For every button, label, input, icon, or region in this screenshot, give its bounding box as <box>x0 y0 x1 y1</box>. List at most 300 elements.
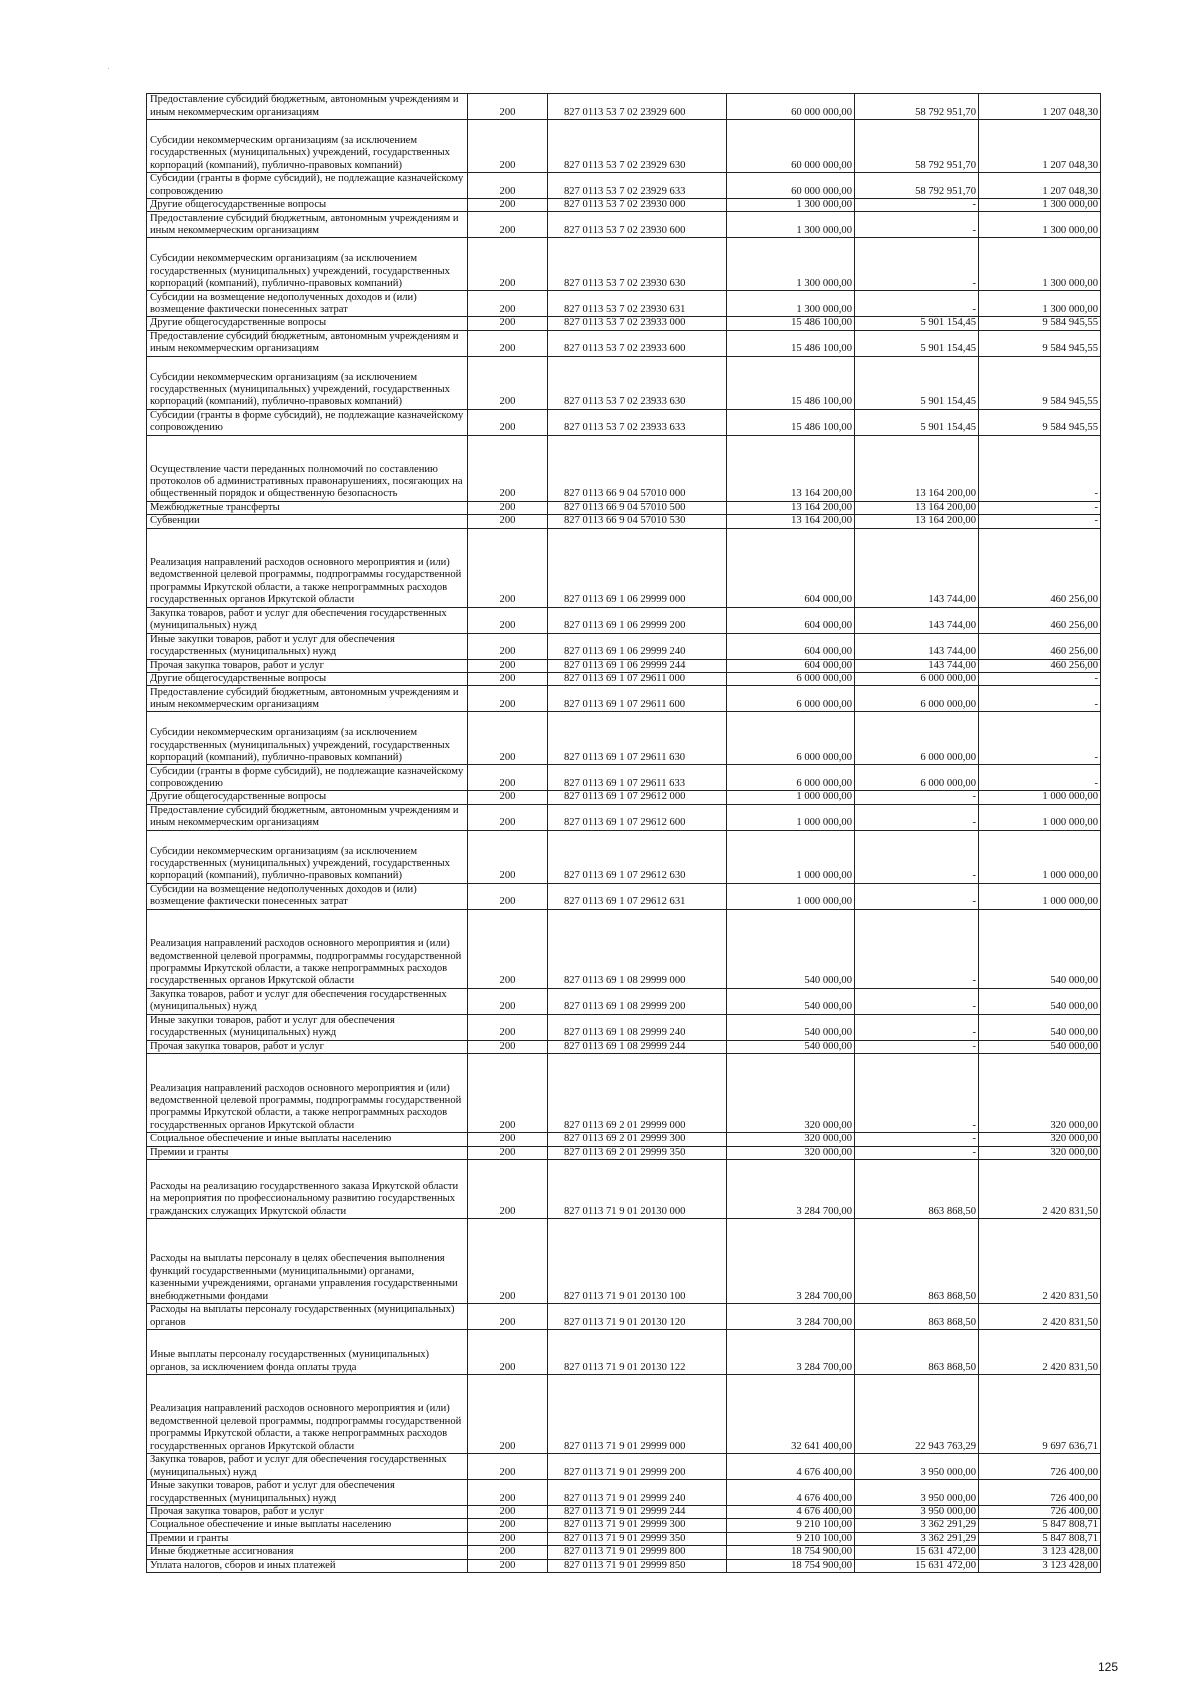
row-approved: 604 000,00 <box>727 528 855 607</box>
table-row <box>147 607 1101 633</box>
row-line-code: 200 <box>468 686 548 712</box>
row-line-code: 200 <box>468 94 548 120</box>
row-line-code: 200 <box>468 212 548 238</box>
row-unexecuted: 540 000,00 <box>979 988 1101 1014</box>
table-row <box>147 120 1101 173</box>
row-unexecuted: 1 000 000,00 <box>979 791 1101 804</box>
row-approved: 6 000 000,00 <box>727 673 855 686</box>
row-approved: 1 000 000,00 <box>727 883 855 909</box>
row-executed: 58 792 951,70 <box>855 120 979 173</box>
row-executed: - <box>855 1014 979 1040</box>
row-name: Субсидии на возмещение недополученных доходов и (или) возмещение фактически понесенных затрат <box>147 883 468 909</box>
scan-mark <box>108 68 109 69</box>
row-name: Иные бюджетные ассигнования <box>147 1546 468 1559</box>
row-kbk-code: 827 0113 53 7 02 23929 630 <box>548 120 727 173</box>
table-row <box>147 791 1101 804</box>
row-name: Расходы на выплаты персоналу государственных (муниципальных) органов <box>147 1304 468 1330</box>
row-executed: - <box>855 988 979 1014</box>
row-unexecuted: 1 000 000,00 <box>979 804 1101 830</box>
row-line-code: 200 <box>468 712 548 765</box>
table-row <box>147 1040 1101 1053</box>
row-kbk-code: 827 0113 71 9 01 29999 850 <box>548 1559 727 1572</box>
row-name: Субсидии на возмещение недополученных доходов и (или) возмещение фактически понесенных затрат <box>147 291 468 317</box>
row-executed: 6 000 000,00 <box>855 765 979 791</box>
row-unexecuted: 2 420 831,50 <box>979 1304 1101 1330</box>
row-unexecuted: - <box>979 515 1101 528</box>
table-row <box>147 1519 1101 1532</box>
row-unexecuted: 540 000,00 <box>979 1040 1101 1053</box>
row-executed: 15 631 472,00 <box>855 1546 979 1559</box>
table-row <box>147 1330 1101 1375</box>
row-line-code: 200 <box>468 317 548 330</box>
row-unexecuted: 726 400,00 <box>979 1454 1101 1480</box>
page-number: 125 <box>1098 1660 1119 1674</box>
row-kbk-code: 827 0113 69 1 07 29612 630 <box>548 830 727 883</box>
row-kbk-code: 827 0113 71 9 01 29999 200 <box>548 1454 727 1480</box>
row-unexecuted: 9 584 945,55 <box>979 330 1101 356</box>
row-kbk-code: 827 0113 69 2 01 29999 350 <box>548 1146 727 1159</box>
row-approved: 18 754 900,00 <box>727 1546 855 1559</box>
row-name: Предоставление субсидий бюджетным, автономным учреждениям и иным некоммерческим организациям <box>147 94 468 120</box>
row-line-code: 200 <box>468 501 548 514</box>
row-executed: - <box>855 883 979 909</box>
row-executed: - <box>855 909 979 988</box>
row-name: Субсидии (гранты в форме субсидий), не подлежащие казначейскому сопровождению <box>147 765 468 791</box>
row-kbk-code: 827 0113 71 9 01 29999 000 <box>548 1375 727 1454</box>
table-row <box>147 1546 1101 1559</box>
row-approved: 3 284 700,00 <box>727 1219 855 1304</box>
row-executed: - <box>855 212 979 238</box>
row-name: Уплата налогов, сборов и иных платежей <box>147 1559 468 1572</box>
row-unexecuted: 2 420 831,50 <box>979 1219 1101 1304</box>
row-unexecuted: - <box>979 712 1101 765</box>
row-line-code: 200 <box>468 1480 548 1506</box>
row-unexecuted: 460 256,00 <box>979 633 1101 659</box>
row-kbk-code: 827 0113 71 9 01 20130 120 <box>548 1304 727 1330</box>
row-kbk-code: 827 0113 71 9 01 20130 000 <box>548 1160 727 1219</box>
row-name: Субсидии некоммерческим организациям (за исключением государственных (муниципальных) учреждений, государственных корпораций (компаний), публично-правовых компаний) <box>147 238 468 291</box>
row-executed: 5 901 154,45 <box>855 317 979 330</box>
row-kbk-code: 827 0113 66 9 04 57010 000 <box>548 435 727 501</box>
table-row <box>147 1219 1101 1304</box>
row-kbk-code: 827 0113 53 7 02 23933 630 <box>548 356 727 409</box>
row-approved: 604 000,00 <box>727 659 855 672</box>
row-unexecuted: 5 847 808,71 <box>979 1532 1101 1545</box>
row-line-code: 200 <box>468 633 548 659</box>
row-line-code: 200 <box>468 1519 548 1532</box>
row-executed: 3 950 000,00 <box>855 1480 979 1506</box>
row-unexecuted: 540 000,00 <box>979 909 1101 988</box>
row-executed: - <box>855 1146 979 1159</box>
table-row <box>147 1375 1101 1454</box>
row-executed: - <box>855 291 979 317</box>
row-executed: - <box>855 238 979 291</box>
table-row <box>147 673 1101 686</box>
row-name: Межбюджетные трансферты <box>147 501 468 514</box>
row-approved: 6 000 000,00 <box>727 686 855 712</box>
row-unexecuted: 460 256,00 <box>979 659 1101 672</box>
row-approved: 540 000,00 <box>727 1014 855 1040</box>
table-body <box>147 94 1101 1573</box>
table-row <box>147 1454 1101 1480</box>
row-unexecuted: 9 584 945,55 <box>979 409 1101 435</box>
row-line-code: 200 <box>468 1330 548 1375</box>
row-approved: 13 164 200,00 <box>727 501 855 514</box>
row-approved: 320 000,00 <box>727 1133 855 1146</box>
row-line-code: 200 <box>468 883 548 909</box>
table-row <box>147 1480 1101 1506</box>
row-line-code: 200 <box>468 120 548 173</box>
row-approved: 1 300 000,00 <box>727 199 855 212</box>
row-line-code: 200 <box>468 356 548 409</box>
row-line-code: 200 <box>468 330 548 356</box>
row-name: Другие общегосударственные вопросы <box>147 673 468 686</box>
row-unexecuted: 2 420 831,50 <box>979 1330 1101 1375</box>
row-kbk-code: 827 0113 53 7 02 23933 600 <box>548 330 727 356</box>
row-executed: 58 792 951,70 <box>855 94 979 120</box>
row-executed: 6 000 000,00 <box>855 712 979 765</box>
table-row <box>147 633 1101 659</box>
row-executed: 58 792 951,70 <box>855 173 979 199</box>
row-executed: 6 000 000,00 <box>855 673 979 686</box>
table-row <box>147 909 1101 988</box>
row-unexecuted: 1 300 000,00 <box>979 199 1101 212</box>
row-kbk-code: 827 0113 69 1 07 29612 000 <box>548 791 727 804</box>
row-unexecuted: 1 207 048,30 <box>979 120 1101 173</box>
row-approved: 13 164 200,00 <box>727 515 855 528</box>
row-name: Иные закупки товаров, работ и услуг для обеспечения государственных (муниципальных) нужд <box>147 633 468 659</box>
row-name: Предоставление субсидий бюджетным, автономным учреждениям и иным некоммерческим организациям <box>147 686 468 712</box>
row-approved: 6 000 000,00 <box>727 712 855 765</box>
row-name: Иные выплаты персоналу государственных (муниципальных) органов, за исключением фонда оплаты труда <box>147 1330 468 1375</box>
row-executed: 3 950 000,00 <box>855 1454 979 1480</box>
row-kbk-code: 827 0113 69 2 01 29999 300 <box>548 1133 727 1146</box>
row-approved: 60 000 000,00 <box>727 120 855 173</box>
row-line-code: 200 <box>468 1054 548 1133</box>
row-name: Предоставление субсидий бюджетным, автономным учреждениям и иным некоммерческим организациям <box>147 212 468 238</box>
row-unexecuted: 5 847 808,71 <box>979 1519 1101 1532</box>
row-approved: 320 000,00 <box>727 1146 855 1159</box>
table-row <box>147 515 1101 528</box>
row-executed: 143 744,00 <box>855 528 979 607</box>
row-name: Расходы на реализацию государственного заказа Иркутской области на мероприятия по профессиональному развитию государственных гражданских служащих Иркутской области <box>147 1160 468 1219</box>
table-row <box>147 291 1101 317</box>
table-row <box>147 173 1101 199</box>
row-executed: 5 901 154,45 <box>855 409 979 435</box>
table-row <box>147 501 1101 514</box>
row-executed: 13 164 200,00 <box>855 435 979 501</box>
row-line-code: 200 <box>468 291 548 317</box>
row-kbk-code: 827 0113 71 9 01 29999 300 <box>548 1519 727 1532</box>
row-line-code: 200 <box>468 1014 548 1040</box>
row-approved: 15 486 100,00 <box>727 409 855 435</box>
row-unexecuted: 3 123 428,00 <box>979 1559 1101 1572</box>
row-kbk-code: 827 0113 66 9 04 57010 500 <box>548 501 727 514</box>
row-executed: 143 744,00 <box>855 633 979 659</box>
row-kbk-code: 827 0113 71 9 01 29999 244 <box>548 1506 727 1519</box>
row-line-code: 200 <box>468 607 548 633</box>
row-approved: 4 676 400,00 <box>727 1454 855 1480</box>
table-row <box>147 830 1101 883</box>
row-name: Иные закупки товаров, работ и услуг для обеспечения государственных (муниципальных) нужд <box>147 1014 468 1040</box>
table-row <box>147 409 1101 435</box>
row-executed: 143 744,00 <box>855 659 979 672</box>
row-line-code: 200 <box>468 1546 548 1559</box>
row-line-code: 200 <box>468 830 548 883</box>
row-name: Прочая закупка товаров, работ и услуг <box>147 1040 468 1053</box>
row-line-code: 200 <box>468 765 548 791</box>
row-kbk-code: 827 0113 69 1 06 29999 244 <box>548 659 727 672</box>
row-unexecuted: - <box>979 765 1101 791</box>
row-kbk-code: 827 0113 69 1 07 29612 600 <box>548 804 727 830</box>
row-approved: 4 676 400,00 <box>727 1480 855 1506</box>
row-kbk-code: 827 0113 71 9 01 20130 100 <box>548 1219 727 1304</box>
row-approved: 1 000 000,00 <box>727 791 855 804</box>
row-kbk-code: 827 0113 69 1 06 29999 200 <box>548 607 727 633</box>
row-approved: 1 000 000,00 <box>727 804 855 830</box>
row-unexecuted: 460 256,00 <box>979 607 1101 633</box>
row-kbk-code: 827 0113 69 1 06 29999 240 <box>548 633 727 659</box>
row-executed: 3 950 000,00 <box>855 1506 979 1519</box>
row-name: Иные закупки товаров, работ и услуг для обеспечения государственных (муниципальных) нужд <box>147 1480 468 1506</box>
row-kbk-code: 827 0113 66 9 04 57010 530 <box>548 515 727 528</box>
row-approved: 15 486 100,00 <box>727 317 855 330</box>
table-row <box>147 435 1101 501</box>
row-executed: - <box>855 791 979 804</box>
row-executed: 22 943 763,29 <box>855 1375 979 1454</box>
row-executed: 863 868,50 <box>855 1219 979 1304</box>
row-line-code: 200 <box>468 1133 548 1146</box>
row-name: Субсидии (гранты в форме субсидий), не подлежащие казначейскому сопровождению <box>147 173 468 199</box>
row-approved: 13 164 200,00 <box>727 435 855 501</box>
row-approved: 9 210 100,00 <box>727 1532 855 1545</box>
table-row <box>147 1014 1101 1040</box>
row-executed: - <box>855 1040 979 1053</box>
row-executed: 3 362 291,29 <box>855 1519 979 1532</box>
row-unexecuted: 3 123 428,00 <box>979 1546 1101 1559</box>
row-approved: 604 000,00 <box>727 607 855 633</box>
row-unexecuted: 320 000,00 <box>979 1133 1101 1146</box>
table-row <box>147 317 1101 330</box>
row-approved: 4 676 400,00 <box>727 1506 855 1519</box>
row-line-code: 200 <box>468 1146 548 1159</box>
row-kbk-code: 827 0113 69 1 06 29999 000 <box>548 528 727 607</box>
row-unexecuted: 9 697 636,71 <box>979 1375 1101 1454</box>
row-executed: 6 000 000,00 <box>855 686 979 712</box>
row-kbk-code: 827 0113 53 7 02 23933 633 <box>548 409 727 435</box>
row-executed: 15 631 472,00 <box>855 1559 979 1572</box>
row-unexecuted: 320 000,00 <box>979 1146 1101 1159</box>
row-unexecuted: 320 000,00 <box>979 1054 1101 1133</box>
table-row <box>147 1506 1101 1519</box>
row-line-code: 200 <box>468 1040 548 1053</box>
row-name: Субсидии некоммерческим организациям (за исключением государственных (муниципальных) учреждений, государственных корпораций (компаний), публично-правовых компаний) <box>147 356 468 409</box>
table-row <box>147 330 1101 356</box>
row-kbk-code: 827 0113 69 1 08 29999 000 <box>548 909 727 988</box>
row-approved: 3 284 700,00 <box>727 1304 855 1330</box>
table-row <box>147 712 1101 765</box>
row-kbk-code: 827 0113 53 7 02 23930 600 <box>548 212 727 238</box>
row-name: Премии и гранты <box>147 1146 468 1159</box>
table-row <box>147 356 1101 409</box>
row-unexecuted: 540 000,00 <box>979 1014 1101 1040</box>
row-unexecuted: - <box>979 673 1101 686</box>
row-name: Субвенции <box>147 515 468 528</box>
row-unexecuted: 726 400,00 <box>979 1480 1101 1506</box>
row-executed: 5 901 154,45 <box>855 356 979 409</box>
table-row <box>147 1304 1101 1330</box>
row-kbk-code: 827 0113 69 2 01 29999 000 <box>548 1054 727 1133</box>
row-approved: 18 754 900,00 <box>727 1559 855 1572</box>
row-approved: 540 000,00 <box>727 988 855 1014</box>
row-name: Реализация направлений расходов основного мероприятия и (или) ведомственной целевой программы, подпрограммы государственной программы Иркутской области, а также непрограммных расходов государственных органов Иркутской области <box>147 1375 468 1454</box>
row-kbk-code: 827 0113 71 9 01 20130 122 <box>548 1330 727 1375</box>
row-line-code: 200 <box>468 1454 548 1480</box>
table-row <box>147 199 1101 212</box>
row-executed: - <box>855 830 979 883</box>
table-row <box>147 686 1101 712</box>
row-name: Другие общегосударственные вопросы <box>147 317 468 330</box>
budget-execution-table <box>146 93 1101 1573</box>
row-line-code: 200 <box>468 1160 548 1219</box>
table-row <box>147 804 1101 830</box>
row-approved: 1 300 000,00 <box>727 291 855 317</box>
row-line-code: 200 <box>468 1304 548 1330</box>
table-row <box>147 765 1101 791</box>
row-name: Социальное обеспечение и иные выплаты населению <box>147 1519 468 1532</box>
row-line-code: 200 <box>468 1506 548 1519</box>
row-name: Осуществление части переданных полномочий по составлению протоколов об административных правонарушениях, посягающих на общественный порядок и общественную безопасность <box>147 435 468 501</box>
row-kbk-code: 827 0113 53 7 02 23933 000 <box>548 317 727 330</box>
row-name: Другие общегосударственные вопросы <box>147 791 468 804</box>
row-name: Предоставление субсидий бюджетным, автономным учреждениям и иным некоммерческим организациям <box>147 330 468 356</box>
row-executed: 863 868,50 <box>855 1304 979 1330</box>
row-line-code: 200 <box>468 791 548 804</box>
row-line-code: 200 <box>468 673 548 686</box>
row-kbk-code: 827 0113 71 9 01 29999 240 <box>548 1480 727 1506</box>
row-name: Закупка товаров, работ и услуг для обеспечения государственных (муниципальных) нужд <box>147 607 468 633</box>
row-unexecuted: 1 300 000,00 <box>979 238 1101 291</box>
row-unexecuted: 1 300 000,00 <box>979 291 1101 317</box>
row-line-code: 200 <box>468 199 548 212</box>
row-kbk-code: 827 0113 69 1 08 29999 200 <box>548 988 727 1014</box>
table-row <box>147 1559 1101 1572</box>
row-unexecuted: 2 420 831,50 <box>979 1160 1101 1219</box>
table-row <box>147 1532 1101 1545</box>
budget-table-container <box>146 93 1100 1573</box>
table-row <box>147 528 1101 607</box>
table-row <box>147 659 1101 672</box>
row-line-code: 200 <box>468 804 548 830</box>
row-line-code: 200 <box>468 1375 548 1454</box>
row-line-code: 200 <box>468 1559 548 1572</box>
row-kbk-code: 827 0113 71 9 01 29999 800 <box>548 1546 727 1559</box>
row-kbk-code: 827 0113 69 1 07 29611 630 <box>548 712 727 765</box>
row-executed: - <box>855 804 979 830</box>
row-name: Расходы на выплаты персоналу в целях обеспечения выполнения функций государственными (муниципальными) органами, казенными учреждениями, органами управления государственными внебюджетными фондами <box>147 1219 468 1304</box>
row-kbk-code: 827 0113 53 7 02 23930 631 <box>548 291 727 317</box>
row-approved: 6 000 000,00 <box>727 765 855 791</box>
row-approved: 1 300 000,00 <box>727 238 855 291</box>
row-approved: 320 000,00 <box>727 1054 855 1133</box>
row-name: Прочая закупка товаров, работ и услуг <box>147 1506 468 1519</box>
row-unexecuted: - <box>979 501 1101 514</box>
row-unexecuted: 726 400,00 <box>979 1506 1101 1519</box>
row-line-code: 200 <box>468 435 548 501</box>
row-kbk-code: 827 0113 69 1 08 29999 244 <box>548 1040 727 1053</box>
row-line-code: 200 <box>468 409 548 435</box>
row-line-code: 200 <box>468 909 548 988</box>
row-name: Реализация направлений расходов основного мероприятия и (или) ведомственной целевой программы, подпрограммы государственной программы Иркутской области, а также непрограммных расходов государственных органов Иркутской области <box>147 528 468 607</box>
row-unexecuted: 1 207 048,30 <box>979 173 1101 199</box>
row-line-code: 200 <box>468 173 548 199</box>
row-name: Субсидии (гранты в форме субсидий), не подлежащие казначейскому сопровождению <box>147 409 468 435</box>
row-approved: 60 000 000,00 <box>727 173 855 199</box>
table-row <box>147 238 1101 291</box>
row-approved: 9 210 100,00 <box>727 1519 855 1532</box>
row-name: Субсидии некоммерческим организациям (за исключением государственных (муниципальных) учреждений, государственных корпораций (компаний), публично-правовых компаний) <box>147 120 468 173</box>
row-line-code: 200 <box>468 1532 548 1545</box>
row-kbk-code: 827 0113 69 1 07 29611 600 <box>548 686 727 712</box>
row-line-code: 200 <box>468 659 548 672</box>
table-row <box>147 1146 1101 1159</box>
row-unexecuted: - <box>979 435 1101 501</box>
row-line-code: 200 <box>468 988 548 1014</box>
table-row <box>147 988 1101 1014</box>
row-executed: 13 164 200,00 <box>855 515 979 528</box>
row-unexecuted: 1 000 000,00 <box>979 830 1101 883</box>
row-unexecuted: 460 256,00 <box>979 528 1101 607</box>
row-kbk-code: 827 0113 69 1 07 29611 633 <box>548 765 727 791</box>
row-line-code: 200 <box>468 528 548 607</box>
row-executed: - <box>855 199 979 212</box>
row-approved: 604 000,00 <box>727 633 855 659</box>
row-executed: 3 362 291,29 <box>855 1532 979 1545</box>
row-approved: 32 641 400,00 <box>727 1375 855 1454</box>
row-approved: 15 486 100,00 <box>727 356 855 409</box>
row-name: Реализация направлений расходов основного мероприятия и (или) ведомственной целевой программы, подпрограммы государственной программы Иркутской области, а также непрограммных расходов государственных органов Иркутской области <box>147 1054 468 1133</box>
row-line-code: 200 <box>468 1219 548 1304</box>
row-kbk-code: 827 0113 53 7 02 23930 000 <box>548 199 727 212</box>
row-executed: - <box>855 1054 979 1133</box>
row-approved: 15 486 100,00 <box>727 330 855 356</box>
row-unexecuted: 9 584 945,55 <box>979 356 1101 409</box>
row-name: Прочая закупка товаров, работ и услуг <box>147 659 468 672</box>
row-name: Социальное обеспечение и иные выплаты населению <box>147 1133 468 1146</box>
row-approved: 3 284 700,00 <box>727 1160 855 1219</box>
row-executed: 13 164 200,00 <box>855 501 979 514</box>
row-kbk-code: 827 0113 71 9 01 29999 350 <box>548 1532 727 1545</box>
row-approved: 60 000 000,00 <box>727 94 855 120</box>
row-kbk-code: 827 0113 69 1 07 29611 000 <box>548 673 727 686</box>
row-kbk-code: 827 0113 69 1 08 29999 240 <box>548 1014 727 1040</box>
row-name: Предоставление субсидий бюджетным, автономным учреждениям и иным некоммерческим организациям <box>147 804 468 830</box>
row-unexecuted: 1 000 000,00 <box>979 883 1101 909</box>
row-kbk-code: 827 0113 69 1 07 29612 631 <box>548 883 727 909</box>
row-name: Субсидии некоммерческим организациям (за исключением государственных (муниципальных) учреждений, государственных корпораций (компаний), публично-правовых компаний) <box>147 830 468 883</box>
row-executed: 863 868,50 <box>855 1160 979 1219</box>
row-name: Закупка товаров, работ и услуг для обеспечения государственных (муниципальных) нужд <box>147 1454 468 1480</box>
row-unexecuted: 9 584 945,55 <box>979 317 1101 330</box>
row-executed: 143 744,00 <box>855 607 979 633</box>
row-name: Премии и гранты <box>147 1532 468 1545</box>
row-name: Другие общегосударственные вопросы <box>147 199 468 212</box>
row-approved: 540 000,00 <box>727 1040 855 1053</box>
table-row <box>147 94 1101 120</box>
table-row <box>147 1160 1101 1219</box>
row-approved: 1 300 000,00 <box>727 212 855 238</box>
row-unexecuted: - <box>979 686 1101 712</box>
